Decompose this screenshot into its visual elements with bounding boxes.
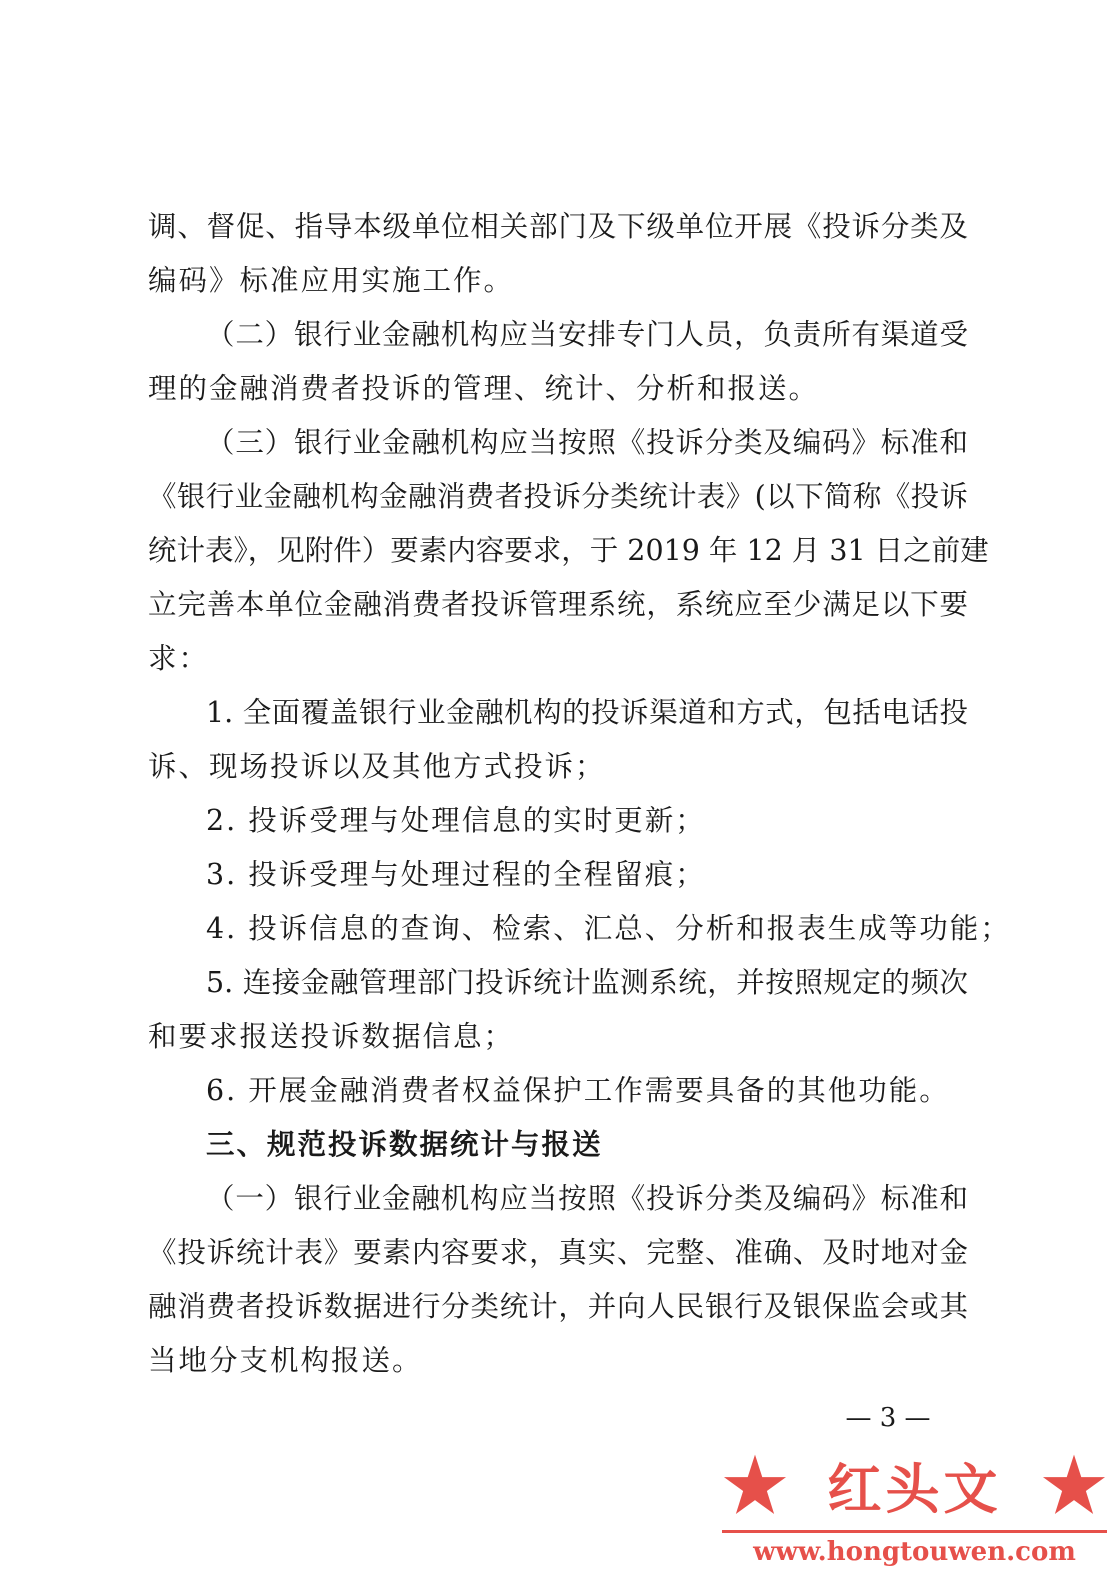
watermark-title: 红头文: [827, 1457, 1002, 1521]
text-line: 《银行业金融机构金融消费者投诉分类统计表》(以下简称《投诉: [148, 480, 968, 513]
list-item-2: 2. 投诉受理与处理信息的实时更新；: [206, 804, 706, 837]
list-item-1: 1. 全面覆盖银行业金融机构的投诉渠道和方式，包括电话投: [206, 696, 968, 729]
section-heading: 三、规范投诉数据统计与报送: [206, 1128, 603, 1161]
body-text: [148, 200, 1011, 1388]
text-line: 理的金融消费者投诉的管理、统计、分析和报送。: [148, 372, 820, 405]
watermark-title-row: [722, 1446, 1107, 1524]
text-line: 统计表》，见附件）要素内容要求，于 2019 年 12 月 31 日之前建: [148, 534, 989, 567]
section-3-paragraph-1-start: （一）银行业金融机构应当按照《投诉分类及编码》标准和: [206, 1182, 968, 1215]
text-line: 调、督促、指导本级单位相关部门及下级单位开展《投诉分类及: [148, 210, 968, 243]
text-line: 立完善本单位金融消费者投诉管理系统，系统应至少满足以下要: [148, 588, 968, 621]
text-line: 求：: [148, 642, 210, 675]
list-item-4: 4. 投诉信息的查询、检索、汇总、分析和报表生成等功能；: [206, 912, 1011, 945]
paragraph-3-start: （三）银行业金融机构应当按照《投诉分类及编码》标准和: [206, 426, 968, 459]
text-line: 诉、现场投诉以及其他方式投诉；: [148, 750, 606, 783]
text-line: 编码》标准应用实施工作。: [148, 264, 515, 297]
list-item-3: 3. 投诉受理与处理过程的全程留痕；: [206, 858, 706, 891]
text-line: 融消费者投诉数据进行分类统计，并向人民银行及银保监会或其: [148, 1290, 968, 1323]
list-item-5: 5. 连接金融管理部门投诉统计监测系统，并按照规定的频次: [206, 966, 968, 999]
paragraph-2-start: （二）银行业金融机构应当安排专门人员，负责所有渠道受: [206, 318, 968, 351]
watermark-logo: [722, 1446, 1107, 1574]
watermark-url[interactable]: www.hongtouwen.com: [753, 1537, 1076, 1567]
text-line: 和要求报送投诉数据信息；: [148, 1020, 515, 1053]
star-icon: [1041, 1452, 1107, 1518]
page-number: — 3 —: [845, 1403, 931, 1433]
star-icon: [722, 1452, 788, 1518]
text-line: 当地分支机构报送。: [148, 1344, 423, 1377]
text-line: 《投诉统计表》要素内容要求，真实、完整、准确、及时地对金: [148, 1236, 968, 1269]
list-item-6: 6. 开展金融消费者权益保护工作需要具备的其他功能。: [206, 1074, 950, 1107]
watermark-divider: [722, 1530, 1107, 1533]
